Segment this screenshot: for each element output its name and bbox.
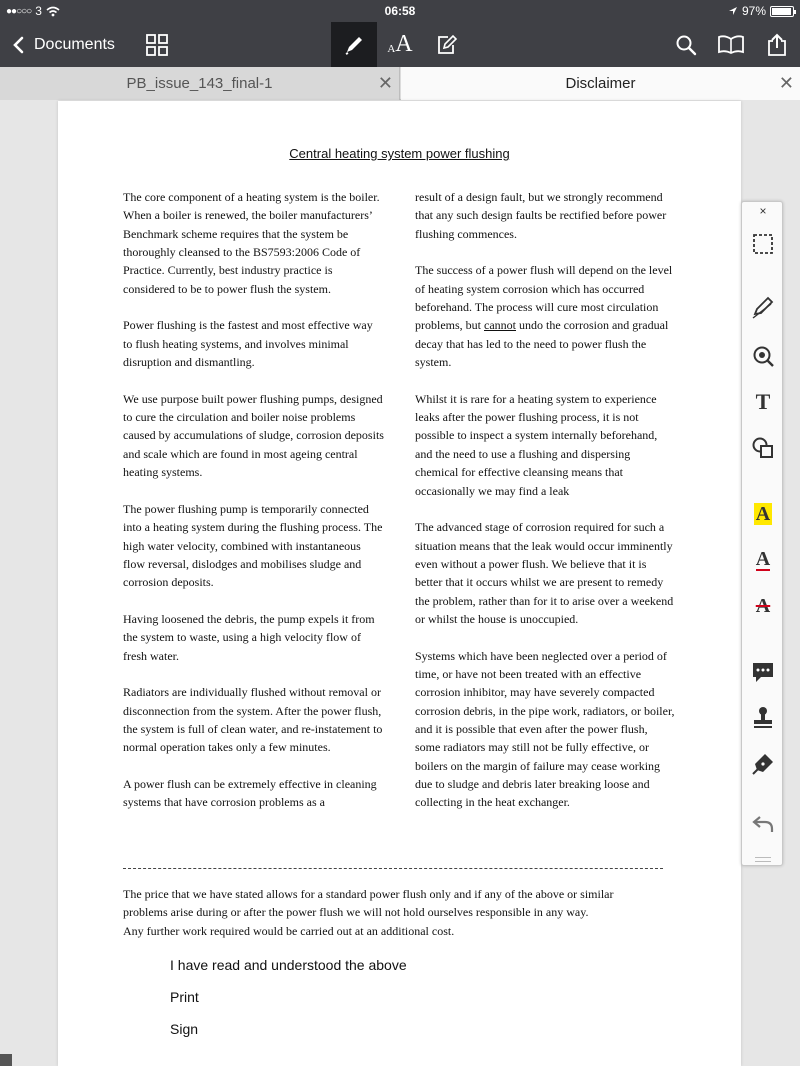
tab-pb-issue[interactable] [0, 67, 400, 100]
close-panel-button[interactable]: × [759, 204, 767, 218]
signature-tool[interactable] [749, 750, 777, 778]
sign-field-label: Sign [170, 1021, 199, 1037]
disclaimer-footer [123, 885, 683, 940]
status-right [728, 4, 794, 18]
print-field-label: Print [170, 989, 199, 1005]
paragraph: Whilst it is rare for a heating system to experience leaks after the power flushing process, it is not possible to inspect a system internally beforehand, and the need to use a flushing and dispersing chemical for effective cleansing means that occasionally we may find a leak [415, 391, 658, 498]
paragraph: Radiators are individually flushed without removal or disconnection from the system. After the power flush, the system is full of clean water, and re-instatement to normal operation takes only a few minutes. [123, 685, 383, 755]
magnify-icon [751, 344, 775, 368]
shapes-tool[interactable] [749, 434, 777, 462]
zoom-annotation-tool[interactable] [749, 342, 777, 370]
share-button[interactable] [757, 22, 797, 67]
status-time: 06:58 [384, 4, 416, 18]
status-bar [0, 0, 800, 22]
underline-tool[interactable] [749, 546, 777, 574]
location-arrow-icon [728, 6, 738, 16]
battery-fill [772, 8, 791, 15]
comment-tool[interactable] [749, 658, 777, 686]
annotation-panel [741, 201, 783, 866]
undo-button[interactable] [749, 810, 777, 838]
grid-icon [146, 34, 168, 56]
close-icon[interactable]: ✕ [778, 73, 794, 93]
edit-icon [436, 34, 458, 56]
battery-icon [770, 6, 794, 17]
right-column [415, 188, 675, 830]
paragraph [415, 261, 675, 371]
paragraph: The power flushing pump is temporarily connected into a heating system during the flushing process. The high water velocity, combined with instantaneous flow reversal, dislodges and mobilises sludge and corrosion deposits. [123, 501, 383, 590]
text-run: undo the corrosion and gradual decay that has led to the need to power flush the system. [415, 318, 669, 370]
carrier-label: 3 [35, 4, 42, 18]
font-size-button[interactable] [380, 22, 420, 67]
reading-mode-button[interactable] [711, 22, 751, 67]
signal-icon: ●●○○○ [6, 5, 32, 17]
paragraph: A power flush can be extremely effective in cleaning systems that have corrosion problems as a [123, 777, 377, 810]
search-icon [675, 34, 697, 56]
paragraph: Systems which have been neglected over a period of time, or have not been treated with an effective corrosion inhibitor, may have severely compacted corrosion debris, in the pipe work, radiators, or boiler, and it is possible that even after the power flush, some radiators may still not be fully effective, or boilers on the margin of failure may cease working due to sludge and debris later breaking loose and collecting in the heat exchanger. [415, 648, 675, 810]
underline-icon: A [755, 548, 771, 570]
footer-line: problems arise during or after the power flush we will not hold ourselves responsible in any way. [123, 905, 589, 920]
panel-drag-handle[interactable] [755, 857, 771, 862]
tab-label: PB_issue_143_final-1 [126, 75, 273, 92]
text-tool[interactable]: T [755, 389, 771, 414]
highlight-tool[interactable] [749, 500, 777, 528]
paragraph: result of a design fault, but we strongly recommend that any such design faults be rectified before power flushing commences. [415, 190, 667, 241]
shapes-icon [751, 436, 775, 460]
scroll-indicator [0, 1054, 12, 1066]
paragraph: We use purpose built power flushing pumps, designed to cure the circulation and boiler noise problems caused by accumulations of sludge, corrosion deposits and scale which are found in most ageing central heating systems. [123, 391, 384, 480]
select-rect-icon [752, 233, 774, 255]
font-size-icon: A [387, 42, 396, 55]
tab-label: Disclaimer [565, 75, 636, 92]
left-column [123, 188, 385, 830]
close-icon[interactable]: ✕ [377, 73, 393, 93]
paragraph: The core component of a heating system is the boiler. When a boiler is renewed, the boiler manufacturers’ Benchmark scheme requires that the system be thoroughly cleansed to the BS7593:2006 Code of Practice. Currently, best industry practice is considered to be to power flush the system. [123, 190, 380, 296]
select-area-tool[interactable] [749, 230, 777, 258]
dashed-divider [123, 868, 663, 869]
chevron-left-icon [12, 36, 24, 54]
highlight-icon: A [755, 503, 771, 525]
stamp-tool[interactable] [749, 704, 777, 732]
edit-button[interactable] [427, 22, 467, 67]
grid-view-button[interactable] [137, 22, 177, 67]
tab-disclaimer[interactable] [401, 67, 800, 100]
strikeout-icon: A [755, 594, 771, 617]
share-icon [766, 33, 788, 57]
document-page[interactable] [58, 101, 741, 1066]
footer-line: The price that we have stated allows for a standard power flush only and if any of the above or similar [123, 887, 614, 901]
pencil-icon [751, 296, 775, 320]
battery-percent: 97% [741, 4, 766, 18]
acknowledgement-line: I have read and understood the above [170, 957, 407, 973]
font-size-icon-large: A [395, 31, 413, 57]
pen-tool[interactable] [749, 294, 777, 322]
paragraph: The advanced stage of corrosion required for such a situation means that the leak would occur imminently even without a power flush. We believe that it is better that it occurs whilst we are present to remedy the problem, rather than for it to arise over a weekend or whilst the house is unoccupied. [415, 520, 674, 626]
annotate-button[interactable] [331, 22, 377, 67]
search-button[interactable] [666, 22, 706, 67]
main-toolbar [0, 22, 800, 67]
document-tabs [0, 67, 800, 100]
back-to-documents-button[interactable] [12, 22, 115, 67]
pencil-icon [343, 34, 365, 56]
paragraph: Power flushing is the fastest and most effective way to flush heating systems, and involves minimal disruption and dismantling. [123, 318, 373, 370]
stamp-icon [751, 706, 775, 730]
underlined-word: cannot [484, 318, 516, 333]
document-title: Central heating system power flushing [289, 146, 510, 161]
paragraph: Having loosened the debris, the pump expels it from the system to waste, using a high velocity flow of fresh water. [123, 611, 375, 663]
strikeout-tool[interactable] [749, 592, 777, 620]
footer-line: Any further work required would be carried out at an additional cost. [123, 923, 455, 938]
comment-icon [751, 660, 775, 684]
text-run: The success of a power flush will depend on the level of heating system corrosion which has occurred beforehand. The process will cure most circulation problems, but [415, 263, 673, 333]
back-label: Documents [34, 35, 115, 53]
undo-icon [751, 814, 775, 834]
signature-pen-icon [751, 752, 775, 776]
book-icon [717, 35, 745, 55]
